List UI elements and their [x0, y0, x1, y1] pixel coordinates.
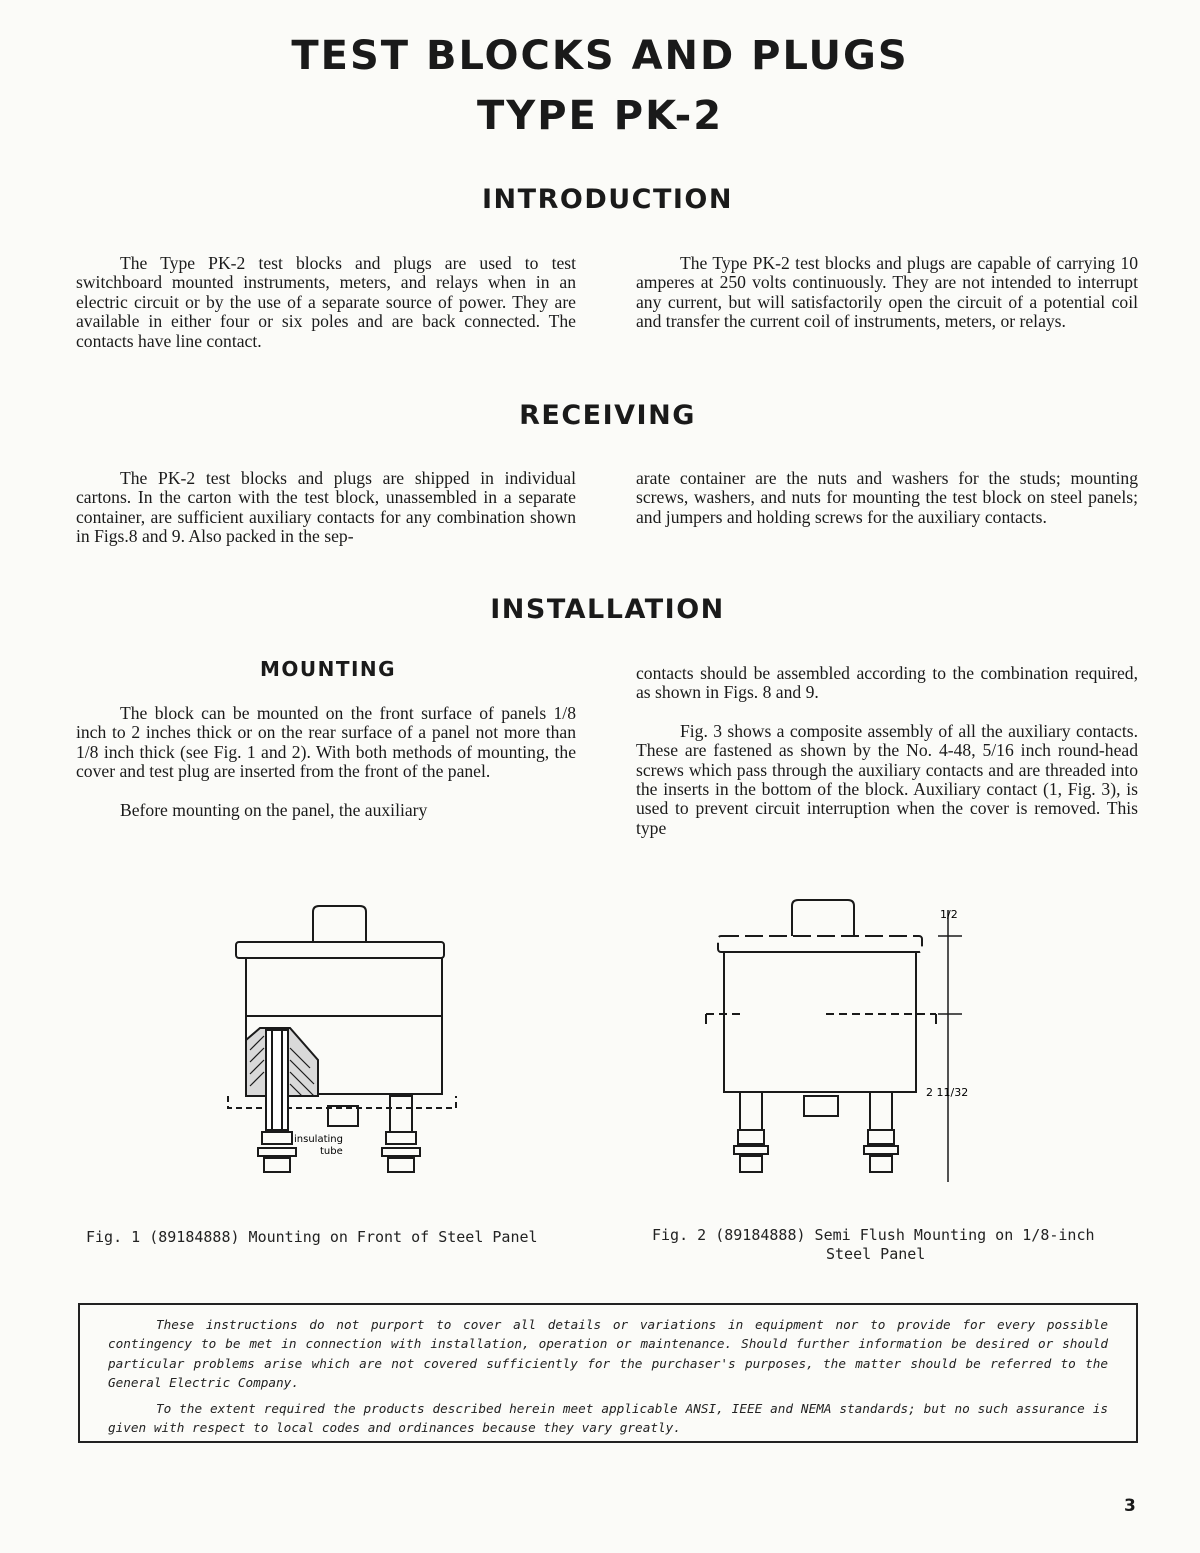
introduction-right-column — [636, 254, 1138, 332]
fig2-caption-line1: Fig. 2 (89184888) Semi Flush Mounting on 1/8-inch — [652, 1226, 1095, 1244]
fig1-label-tube: tube — [320, 1146, 343, 1157]
fig2-caption-line2: Steel Panel — [826, 1245, 926, 1263]
fig2-drawing — [700, 890, 990, 1190]
installation-right-column — [636, 664, 1138, 838]
installation-left-column — [76, 704, 576, 820]
page-title-line2: TYPE PK-2 — [476, 93, 724, 139]
page-title-line1: TEST BLOCKS AND PLUGS — [291, 33, 909, 79]
installation-right-p1: contacts should be assembled according to the combination required, as shown in Figs. 8 and 9. — [636, 663, 1138, 703]
receiving-left-column — [76, 469, 576, 547]
introduction-left-text: The Type PK-2 test blocks and plugs are used to test switchboard mounted instruments, meters, and relays when in an electric circuit or by the use of a separate source of power. They are available in either four or six poles and are back connected. The contacts have line contact. — [76, 253, 576, 351]
installation-heading: INSTALLATION — [490, 594, 725, 625]
installation-left-p1: The block can be mounted on the front surface of panels 1/8 inch to 2 inches thick or on the rear surface of a panel not more than 1/8 inch thick (see Fig. 1 and 2). With both methods of mounting, the cover and test plug are inserted from the front of the panel. — [76, 703, 576, 782]
mounting-subheading: MOUNTING — [259, 657, 397, 681]
page-number: 3 — [1124, 1496, 1136, 1516]
fig1-drawing — [220, 900, 470, 1190]
fig2-dim-top: 1/2 — [940, 908, 958, 921]
introduction-right-text: The Type PK-2 test blocks and plugs are capable of carrying 10 amperes at 250 volts continuously. They are not intended to interrupt any current, but will satisfactorily open the circuit of a potential coil and transfer the current coil of instruments, meters, or relays. — [636, 253, 1138, 332]
fig1-label-insulating: insulating — [294, 1134, 343, 1145]
introduction-left-column — [76, 254, 576, 351]
disclaimer-box — [78, 1303, 1138, 1443]
fig2-dim-bottom: 2 11/32 — [926, 1086, 969, 1099]
receiving-left-text: The PK-2 test blocks and plugs are shipped in individual cartons. In the carton with the test block, unassembled in a separate container, are sufficient auxiliary contacts for any combination shown in Figs.8 and 9. Also packed in the sep- — [76, 468, 576, 547]
disclaimer-p1: These instructions do not purport to cover all details or variations in equipment nor to provide for every possible contingency to be met in connection with installation, operation or maintenance. Should further information be desired or should particular problems arise which are not covered sufficiently for the purchaser's purposes, the matter should be referred to the General Electric Company. — [108, 1317, 1108, 1391]
installation-right-p2: Fig. 3 shows a composite assembly of all the auxiliary contacts. These are fastened as shown by the No. 4-48, 5/16 inch round-head screws which pass through the auxiliary contacts and are threaded into the inserts in the bottom of the block. Auxiliary contact (1, Fig. 3), is used to prevent circuit interruption when the cover is removed. This type — [636, 720, 1138, 838]
fig1-caption: Fig. 1 (89184888) Mounting on Front of Steel Panel — [86, 1228, 538, 1246]
receiving-heading: RECEIVING — [519, 400, 696, 431]
disclaimer-p2: To the extent required the products described herein meet applicable ANSI, IEEE and NEMA standards; but no such assurance is given with respect to local codes and ordinances because they vary greatly. — [108, 1400, 1108, 1436]
receiving-right-text: arate container are the nuts and washers for the studs; mounting screws, washers, and nuts for mounting the test block on steel panels; and jumpers and holding screws for the auxiliary contacts. — [636, 468, 1138, 527]
receiving-right-column — [636, 469, 1138, 527]
introduction-heading: INTRODUCTION — [482, 184, 733, 215]
installation-left-p2: Before mounting on the panel, the auxiliary — [120, 799, 428, 820]
